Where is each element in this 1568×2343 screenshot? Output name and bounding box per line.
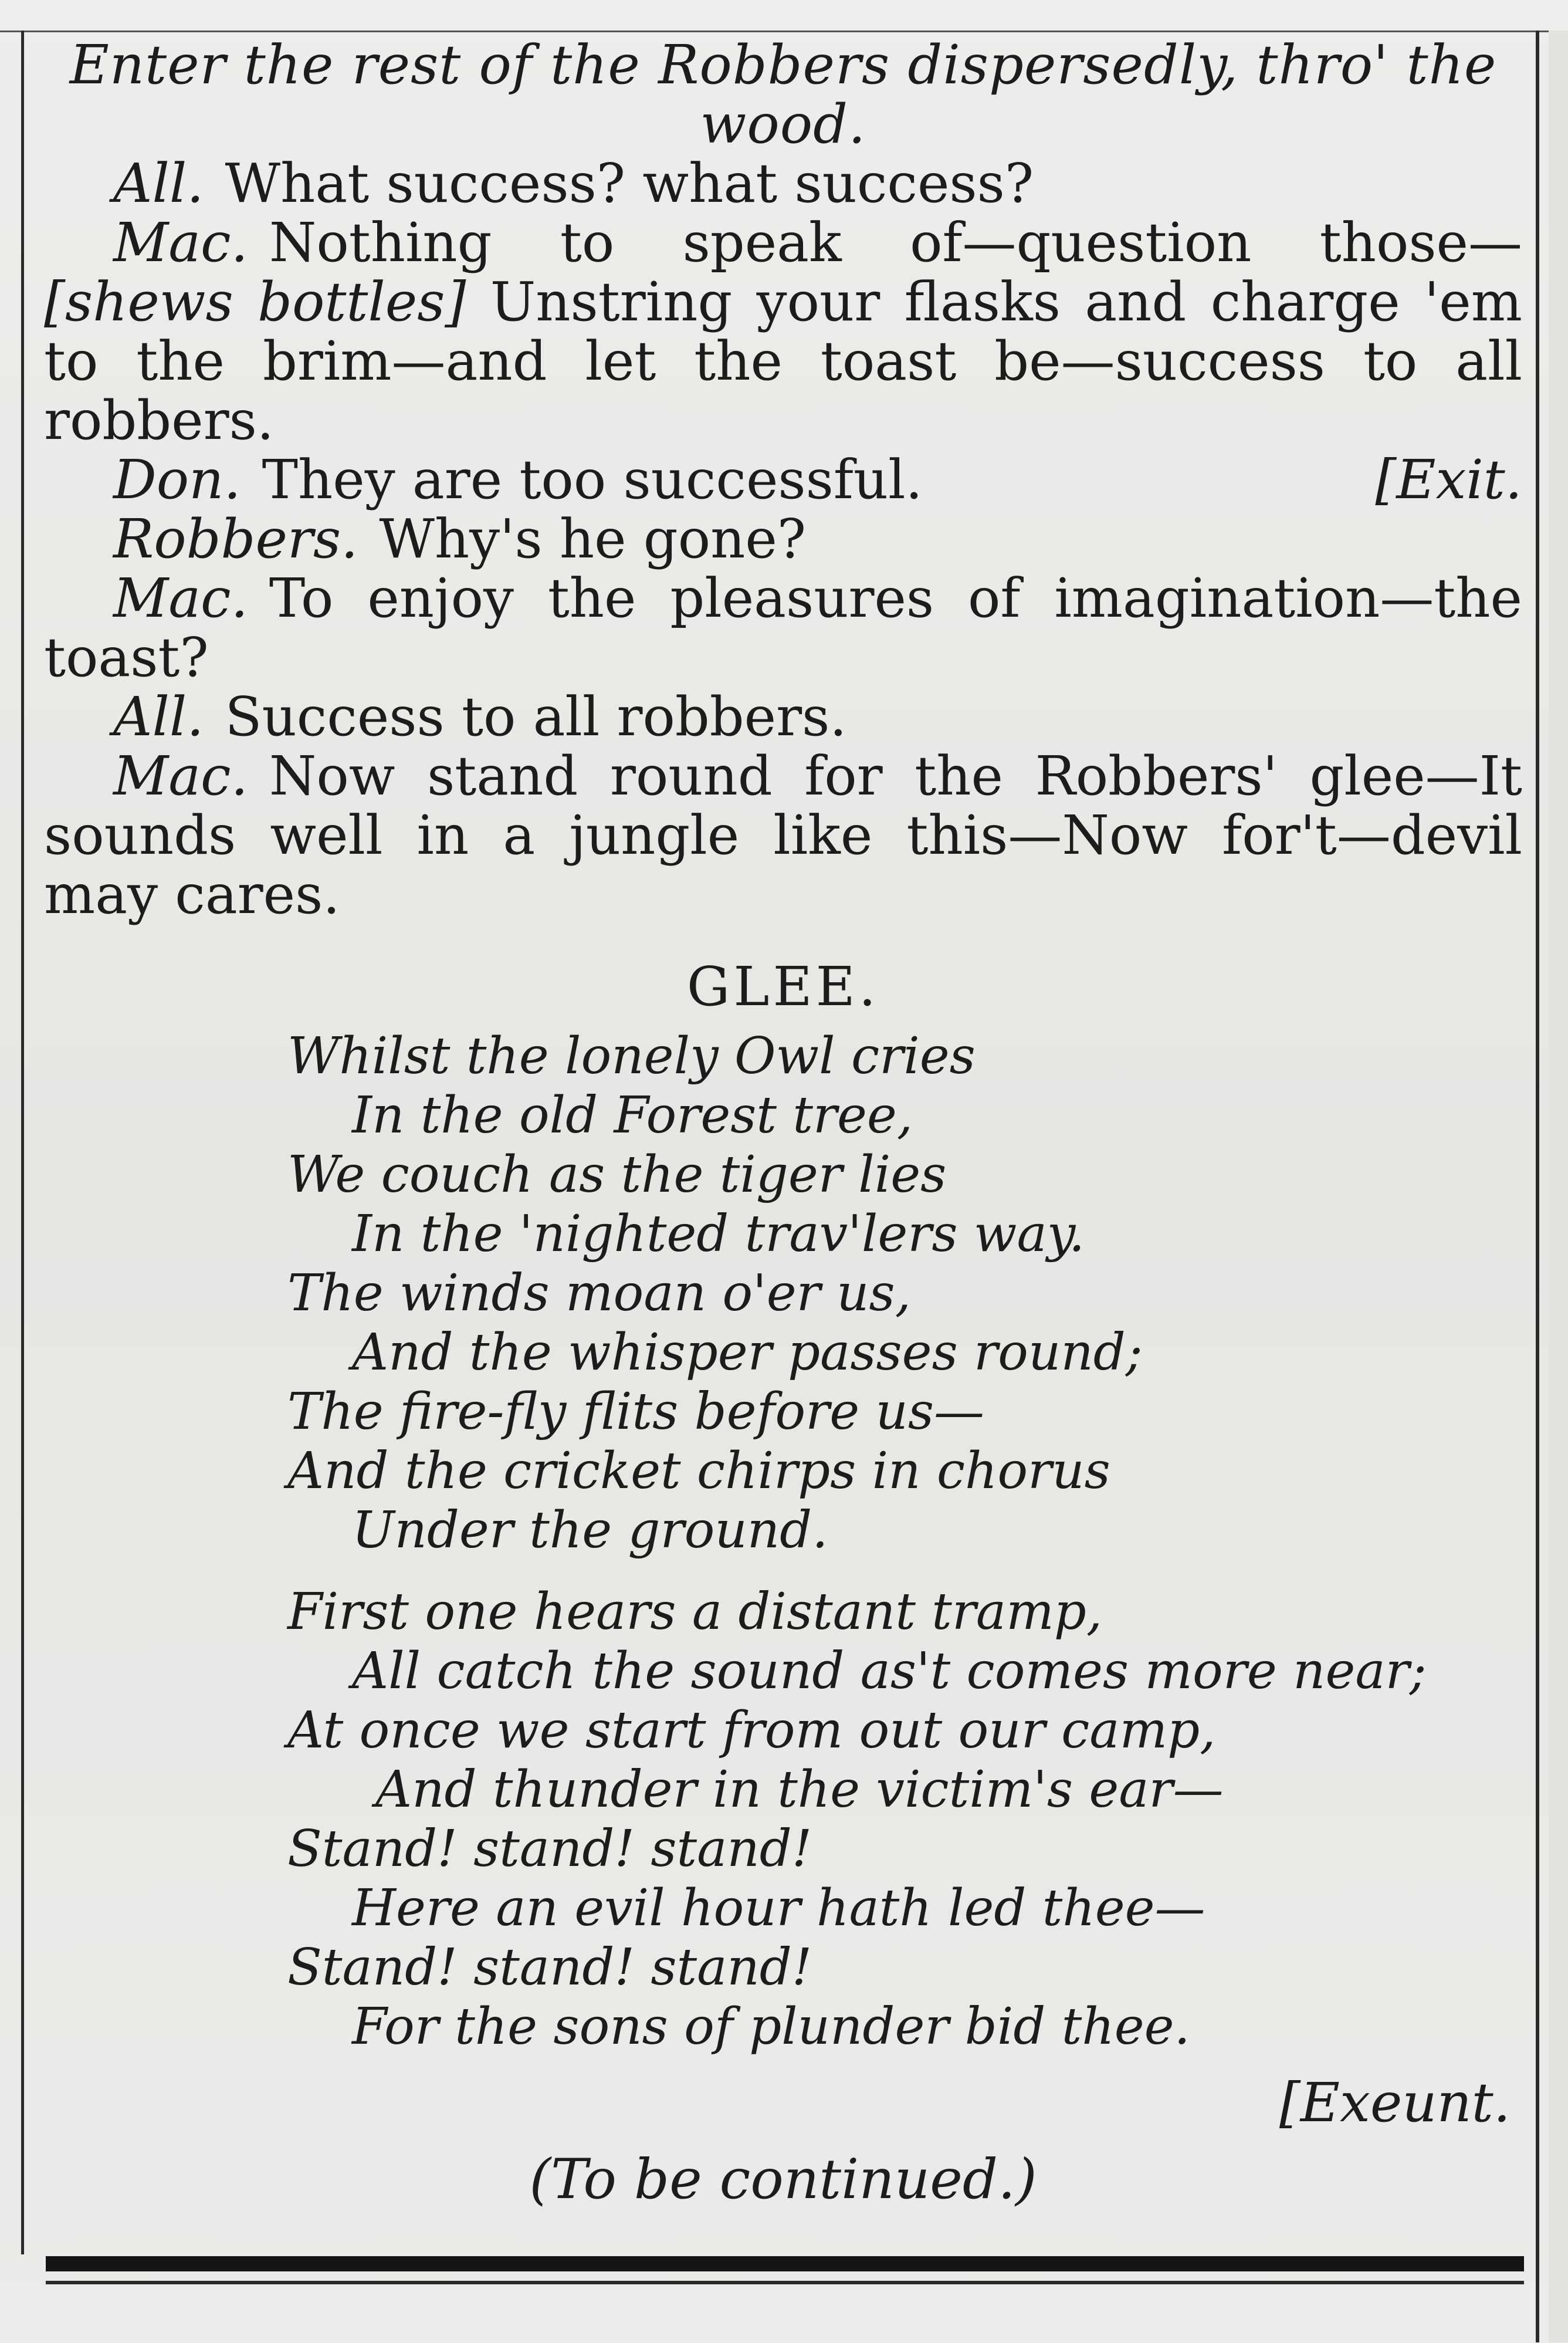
speech-text: They are too successful. [262,448,923,511]
verse-line: We couch as the tiger lies [287,1145,947,1204]
speaker-name: Mac. [113,211,248,274]
verse-line: First one hears a distant tramp, [287,1583,1103,1641]
speaker-name: Mac. [113,745,248,807]
speech-text: Unstring your flasks and charge 'em to the brim—and let the toast be—success to all robbers. [44,271,1522,452]
speaker-name: All. [113,152,204,215]
exeunt-direction: [Exeunt. [1279,2071,1511,2134]
article-column [44,33,1522,2212]
verse-line: At once we start from out our camp, [287,1701,1216,1760]
to-be-continued: (To be continued.) [529,2148,1037,2212]
top-rule [0,31,1568,32]
verse-line: Here an evil hour hath led thee— [352,1879,1205,1938]
glee-stanza-2 [287,1583,1522,2057]
speech-text: Now stand round for the Robbers' glee—It sounds well in a jungle like this—Now for't—devil may cares. [44,745,1522,926]
verse-line: Under the ground. [352,1501,828,1560]
dialogue-line [44,450,1522,509]
verse-line: And the whisper passes round; [352,1323,1143,1382]
speech-text: To enjoy the pleasures of imagination—the toast? [44,567,1522,689]
stanza-gap [44,1560,1522,1583]
thin-rule [46,2281,1524,2284]
verse-line: The fire-fly flits before us— [287,1382,985,1441]
speaker-name: Mac. [113,567,248,630]
verse-line: The winds moan o'er us, [287,1264,911,1323]
speech-text: Nothing to speak of—question those— [269,211,1522,274]
right-column-rule [1536,31,1539,2342]
exit-direction: [Exit. [1375,448,1522,511]
speech-text: Why's he gone? [379,508,807,570]
verse-line: In the old Forest tree, [352,1086,913,1145]
left-column-rule [21,31,24,2254]
speaker-name: All. [113,685,204,748]
verse-line: And thunder in the victim's ear— [375,1760,1224,1819]
verse-line: Whilst the lonely Owl cries [287,1027,976,1086]
dialogue-line [44,687,1522,746]
speech-text: What success? what success? [225,152,1034,215]
thick-rule [46,2256,1524,2271]
verse-line: And the cricket chirps in chorus [287,1442,1110,1500]
dialogue-line [44,213,1522,450]
dialogue-line [44,746,1522,924]
verse-line: In the 'nighted trav'lers way. [352,1205,1085,1263]
adjacent-column-edge [1549,31,1568,2342]
dialogue-line [44,509,1522,569]
verse-line: For the sons of plunder bid thee. [352,1997,1190,2056]
speech-text: Success to all robbers. [225,685,847,748]
glee-heading: GLEE. [686,955,880,1018]
verse-line: Stand! stand! stand! [287,1820,812,1878]
dialogue-line [44,569,1522,687]
stage-direction: Enter the rest of the Robbers dispersedly, thro' the wood. [69,33,1497,155]
bottom-rules [46,2256,1524,2284]
glee-stanza-1 [287,1027,1522,1560]
speaker-name: Don. [113,448,241,511]
dialogue-line [44,154,1522,213]
verse-line: Stand! stand! stand! [287,1938,812,1997]
verse-line: All catch the sound as't comes more near; [352,1642,1427,1700]
speaker-name: Robbers. [113,508,358,570]
inline-stage-direction: [shews bottles] [44,271,466,333]
